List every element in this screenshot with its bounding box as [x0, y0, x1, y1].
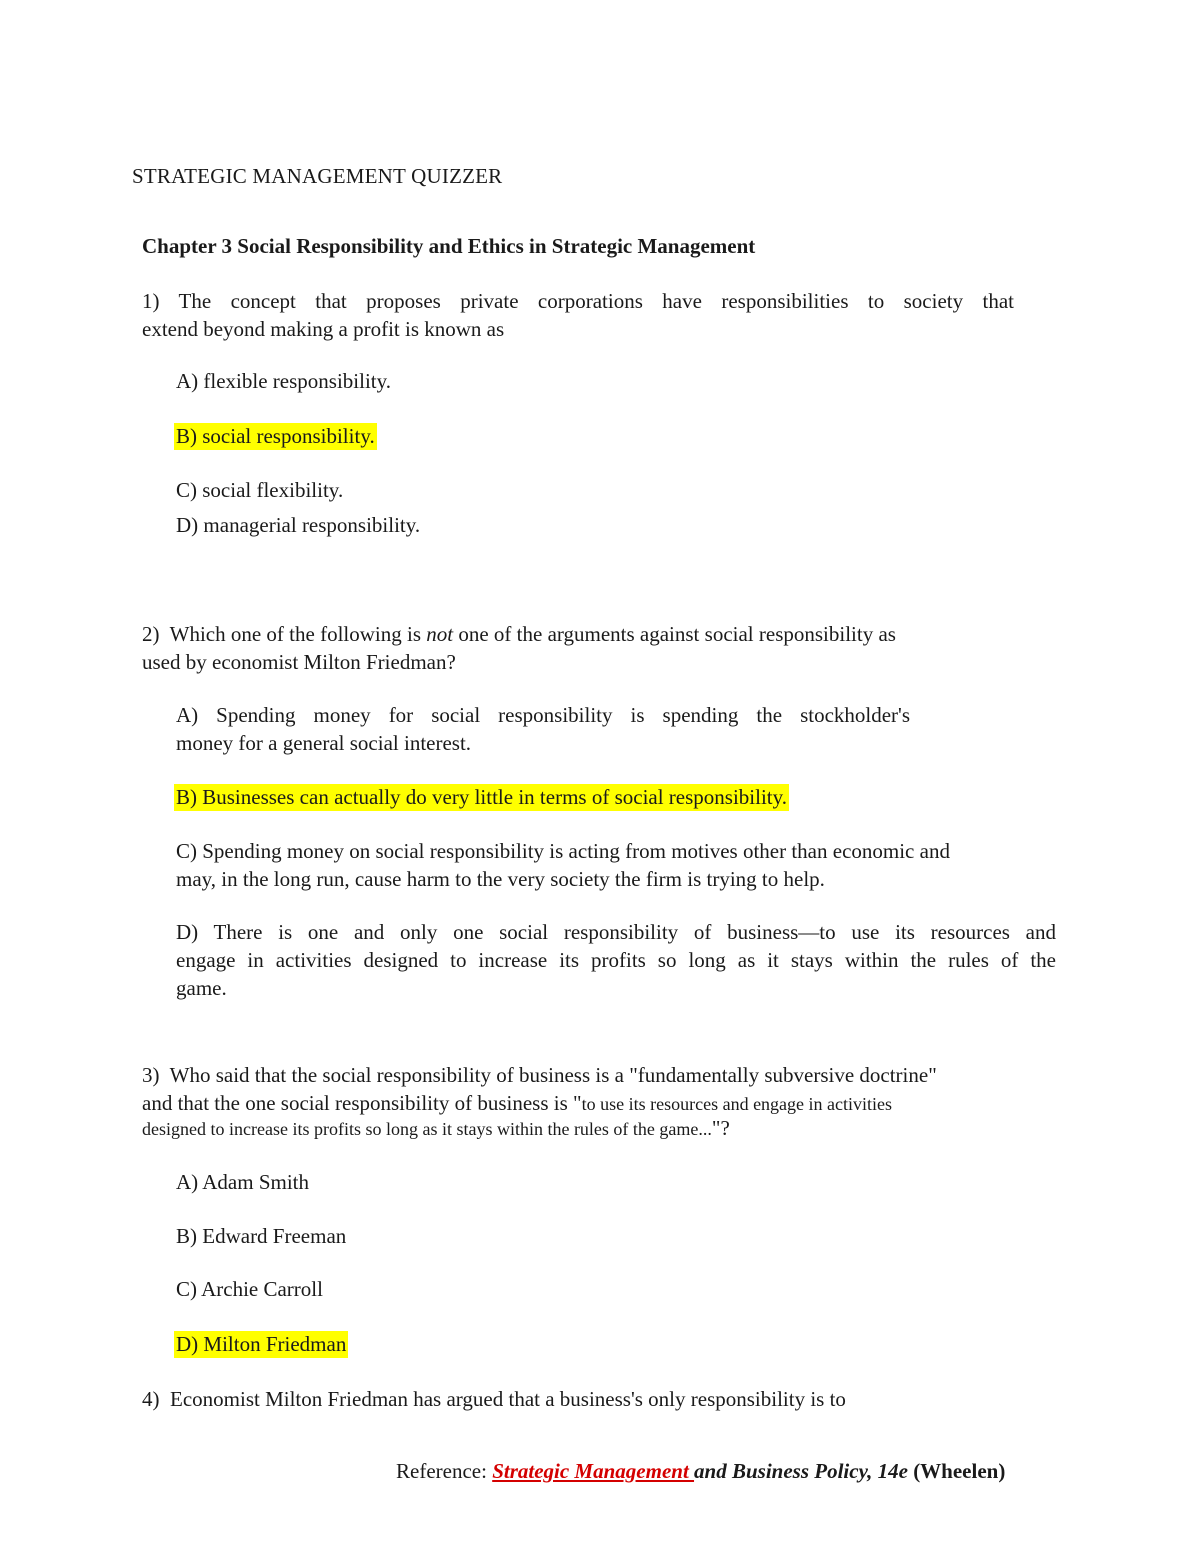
question-1-line-1: 1) The concept that proposes private corporations have responsibilities to society that: [142, 289, 1014, 313]
question-2-line-1: 2) Which one of the following is not one of the arguments against social responsibility as: [142, 622, 896, 646]
question-3-option-a: A) Adam Smith: [176, 1170, 310, 1194]
highlighted-answer: B) social responsibility.: [176, 424, 375, 448]
question-2-option-b: [176, 783, 789, 811]
question-3-option-c: C) Archie Carroll: [176, 1277, 323, 1301]
question-3-option-d: [176, 1330, 348, 1358]
italic-emphasis: not: [426, 622, 454, 646]
question-1-option-b: [176, 422, 377, 450]
question-4-line-1: 4) Economist Milton Friedman has argued that a business's only responsibility is to: [142, 1387, 846, 1411]
question-3-line-3: designed to increase its profits so long as it stays within the rules of the game..."?: [142, 1116, 730, 1140]
reference-book-title: Strategic Management: [492, 1459, 695, 1483]
question-1-option-c: C) social flexibility.: [176, 478, 344, 502]
question-2-option-c-line-2: may, in the long run, cause harm to the very society the firm is trying to help.: [176, 867, 825, 891]
reference-author: (Wheelen): [907, 1459, 1006, 1483]
question-1-option-a: A) flexible responsibility.: [176, 369, 392, 393]
question-1-option-d: D) managerial responsibility.: [176, 513, 421, 537]
question-3-line-2: and that the one social responsibility of business is "to use its resources and engage in activities: [142, 1091, 893, 1115]
question-2-option-d: D) There is one and only one social responsibility of business—to use its resources and engage in activities designed to increase its profits so long as it stays within the rules of the game.: [176, 920, 1056, 1000]
question-2-option-c-line-1: C) Spending money on social responsibility is acting from motives other than economic and: [176, 839, 950, 863]
question-2-option-a: A) Spending money for social responsibility is spending the stockholder's money for a general social interest.: [176, 703, 910, 755]
document-title: STRATEGIC MANAGEMENT QUIZZER: [132, 164, 503, 188]
chapter-heading: Chapter 3 Social Responsibility and Ethics in Strategic Management: [142, 234, 756, 258]
question-1-line-2: extend beyond making a profit is known as: [142, 317, 505, 341]
reference-footer: [396, 1457, 1005, 1485]
reference-label: Reference:: [396, 1459, 493, 1483]
highlighted-answer: B) Businesses can actually do very little in terms of social responsibility.: [176, 785, 788, 809]
question-2-line-2: used by economist Milton Friedman?: [142, 650, 456, 674]
reference-book-subtitle: and Business Policy, 14e: [694, 1459, 908, 1483]
question-3-line-1: 3) Who said that the social responsibility of business is a "fundamentally subversive doctrine": [142, 1063, 937, 1087]
question-3-option-b: B) Edward Freeman: [176, 1224, 347, 1248]
question-1: [142, 287, 1014, 343]
highlighted-answer: D) Milton Friedman: [176, 1332, 347, 1356]
